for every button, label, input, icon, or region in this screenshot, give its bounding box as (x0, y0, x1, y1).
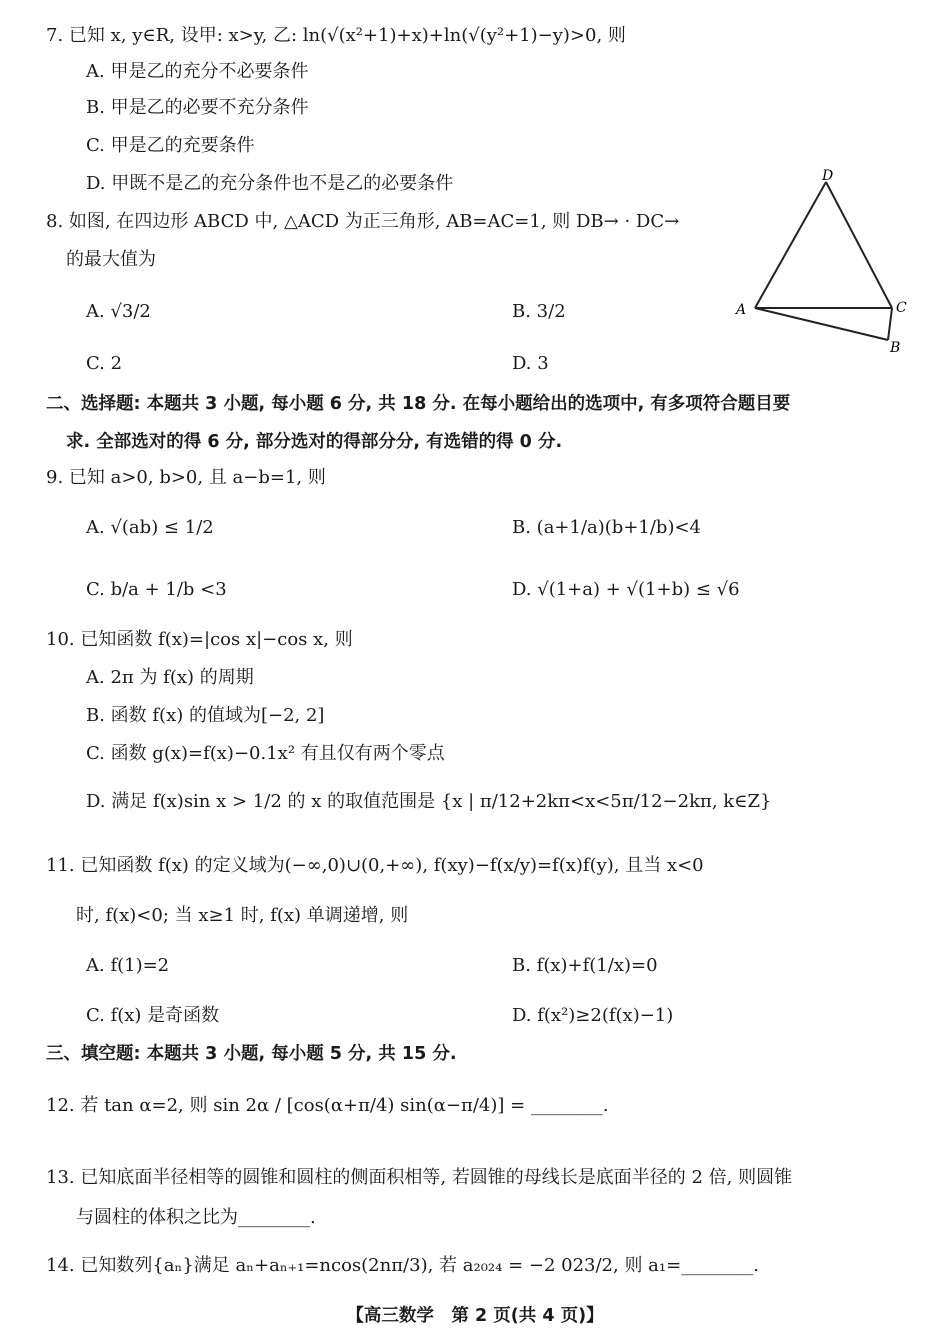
q8-option-d: D. 3 (512, 353, 549, 374)
q12-stem: 12. 若 tan α=2, 则 sin 2α / [cos(α+π/4) sin(α−π/4)] = ________. (46, 1095, 609, 1116)
section-multi-title: 二、选择题: 本题共 3 小题, 每小题 6 分, 共 18 分. 在每小题给出的选项中, 有多项符合题目要 (46, 394, 791, 414)
q14-stem: 14. 已知数列{aₙ}满足 aₙ+aₙ₊₁=ncos(2nπ/3), 若 a₂₀₂₄ = −2 023/2, 则 a₁=________. (46, 1255, 759, 1276)
q8-option-a: A. √3/2 (86, 301, 151, 322)
q10-option-a: A. 2π 为 f(x) 的周期 (86, 667, 254, 688)
q8-option-b: B. 3/2 (512, 301, 566, 322)
q7-stem: 7. 已知 x, y∈R, 设甲: x>y, 乙: ln(√(x²+1)+x)+ln(√(y²+1)−y)>0, 则 (46, 25, 626, 46)
edge-ad (755, 182, 826, 308)
q13-stem: 13. 已知底面半径相等的圆锥和圆柱的侧面积相等, 若圆锥的母线长是底面半径的 2 倍, 则圆锥 (46, 1167, 793, 1188)
q7-option-b: B. 甲是乙的必要不充分条件 (86, 97, 309, 118)
label-c: C (896, 300, 907, 316)
edge-cb (888, 308, 892, 340)
q11-stem-cont: 时, f(x)<0; 当 x≥1 时, f(x) 单调递增, 则 (76, 905, 409, 926)
q8-option-c: C. 2 (86, 353, 123, 374)
q9-option-b: B. (a+1/a)(b+1/b)<4 (512, 517, 701, 538)
q9-option-a: A. √(ab) ≤ 1/2 (86, 517, 214, 538)
q8-stem-cont: 的最大值为 (66, 249, 156, 270)
q9-option-d: D. √(1+a) + √(1+b) ≤ √6 (512, 579, 740, 600)
edge-ab (755, 308, 888, 340)
q10-option-d: D. 满足 f(x)sin x > 1/2 的 x 的取值范围是 {x | π/12+2kπ<x<5π/12−2kπ, k∈Z} (86, 791, 772, 812)
label-b: B (890, 340, 901, 356)
q8-stem: 8. 如图, 在四边形 ABCD 中, △ACD 为正三角形, AB=AC=1, 则 DB→ · DC→ (46, 211, 680, 232)
q10-stem: 10. 已知函数 f(x)=|cos x|−cos x, 则 (46, 629, 353, 650)
q11-option-c: C. f(x) 是奇函数 (86, 1005, 220, 1026)
q9-option-c: C. b/a + 1/b <3 (86, 579, 227, 600)
section-multi-title-cont: 求. 全部选对的得 6 分, 部分选对的得部分分, 有选错的得 0 分. (66, 432, 563, 452)
q11-stem: 11. 已知函数 f(x) 的定义域为(−∞,0)∪(0,+∞), f(xy)−f(x/y)=f(x)f(y), 且当 x<0 (46, 855, 704, 876)
label-a: A (736, 302, 747, 318)
q7-option-c: C. 甲是乙的充要条件 (86, 135, 255, 156)
q7-option-a: A. 甲是乙的充分不必要条件 (86, 61, 309, 82)
page-footer: 【高三数学 第 2 页(共 4 页)】 (346, 1306, 604, 1326)
q13-stem-cont: 与圆柱的体积之比为________. (76, 1207, 316, 1228)
q11-option-a: A. f(1)=2 (86, 955, 170, 976)
q11-option-b: B. f(x)+f(1/x)=0 (512, 955, 658, 976)
edge-dc (826, 182, 892, 308)
quadrilateral-figure (728, 168, 918, 358)
q10-option-c: C. 函数 g(x)=f(x)−0.1x² 有且仅有两个零点 (86, 743, 445, 764)
section-fill-title: 三、填空题: 本题共 3 小题, 每小题 5 分, 共 15 分. (46, 1044, 457, 1064)
label-d: D (822, 168, 834, 184)
q10-option-b: B. 函数 f(x) 的值域为[−2, 2] (86, 705, 325, 726)
q9-stem: 9. 已知 a>0, b>0, 且 a−b=1, 则 (46, 467, 326, 488)
q7-option-d: D. 甲既不是乙的充分条件也不是乙的必要条件 (86, 173, 454, 194)
q11-option-d: D. f(x²)≥2(f(x)−1) (512, 1005, 674, 1026)
